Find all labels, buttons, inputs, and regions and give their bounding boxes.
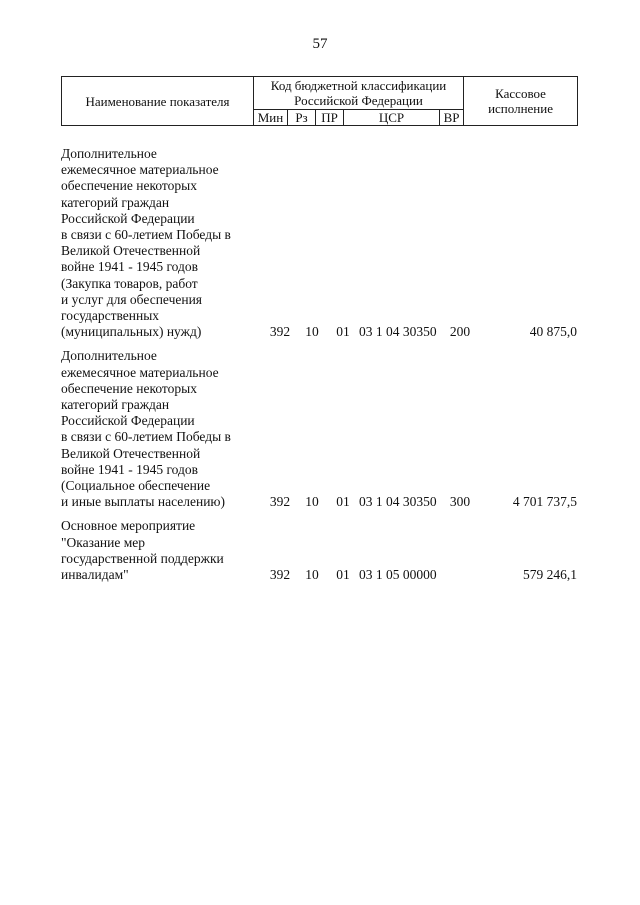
row-csr: 03 1 04 30350 xyxy=(359,494,437,510)
row-amount: 40 875,0 xyxy=(529,324,577,340)
table-header xyxy=(61,76,578,126)
row-rz: 10 xyxy=(305,494,319,510)
row-csr: 03 1 05 00000 xyxy=(359,567,437,583)
row-amount: 4 701 737,5 xyxy=(512,494,577,510)
header-code-label-line2: Российской Федерации xyxy=(294,93,423,108)
row-name: Дополнительное ежемесячное материальное обеспечение некоторых категорий граждан Российской Федерации в связи с 60-летием Победы в Великой Отечественной войне 1941 - 1945 годов (Закупка товаров, работ и услуг для обеспечения государственных (муниципальных) нужд) xyxy=(61,146,231,340)
header-name-label: Наименование показателя xyxy=(85,93,230,109)
row-min: 392 xyxy=(269,324,291,340)
header-vr: ВР xyxy=(440,110,464,126)
header-amount-label-line1: Кассовое xyxy=(495,86,546,101)
row-pr: 01 xyxy=(336,494,350,510)
header-rz: Рз xyxy=(288,110,316,126)
row-amount: 579 246,1 xyxy=(523,567,577,583)
row-rz: 10 xyxy=(305,567,319,583)
row-pr: 01 xyxy=(336,324,350,340)
table-body xyxy=(61,146,581,591)
table-row xyxy=(61,348,581,510)
row-min: 392 xyxy=(269,567,291,583)
row-csr: 03 1 04 30350 xyxy=(359,324,437,340)
header-min: Мин xyxy=(254,110,288,126)
row-vr: 200 xyxy=(449,324,471,340)
page-number: 57 xyxy=(312,36,328,52)
row-vr: 300 xyxy=(449,494,471,510)
row-name: Основное мероприятие "Оказание мер государственной поддержки инвалидам" xyxy=(61,518,224,583)
header-csr: ЦСР xyxy=(344,110,440,126)
table-row xyxy=(61,146,581,340)
row-name: Дополнительное ежемесячное материальное обеспечение некоторых категорий граждан Российской Федерации в связи с 60-летием Победы в Великой Отечественной войне 1941 - 1945 годов (Социальное обеспечение и иные выплаты населению) xyxy=(61,348,231,510)
row-pr: 01 xyxy=(336,567,350,583)
header-pr: ПР xyxy=(316,110,344,126)
row-rz: 10 xyxy=(305,324,319,340)
header-code-label-line1: Код бюджетной классификации xyxy=(270,78,447,93)
header-amount-column xyxy=(464,77,578,126)
row-min: 392 xyxy=(269,494,291,510)
header-name-column xyxy=(62,77,254,126)
header-amount-label-line2: исполнение xyxy=(488,101,553,116)
table-row xyxy=(61,518,581,583)
header-code-group xyxy=(254,77,464,110)
